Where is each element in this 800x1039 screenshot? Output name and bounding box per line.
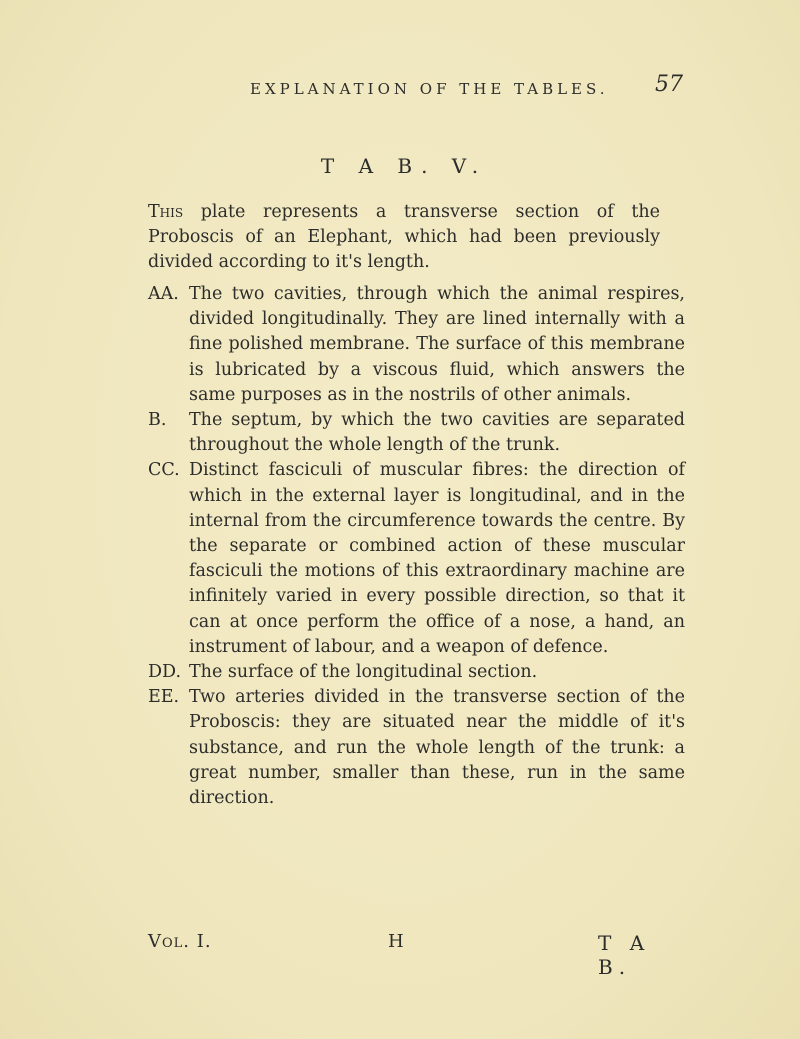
intro-paragraph [148, 200, 660, 275]
entry-text: Two arteries divided in the transverse section of the Proboscis: they are situated near the middle of it's substance, and run the whole length of the trunk: a great number, smaller than these, run in the same direction. [189, 687, 685, 809]
running-head: EXPLANATION OF THE TABLES. [250, 80, 609, 98]
intro-first-word: This [148, 201, 184, 222]
key-entry-b [148, 408, 685, 458]
page-number: 57 [655, 72, 683, 97]
key-entry-aa [148, 282, 685, 408]
entry-key: AA. [148, 284, 179, 304]
key-entry-ee [148, 685, 685, 811]
entry-key: DD. [148, 662, 182, 683]
catchword: T A B. [598, 931, 651, 979]
entry-text: The surface of the longitudinal section. [189, 662, 538, 683]
page-footer [148, 931, 668, 979]
intro-text: plate represents a transverse section of the Proboscis of an Elephant, which had been previously divided according to it's length. [148, 201, 660, 272]
plate-key-list [148, 282, 685, 811]
key-entry-dd [148, 660, 685, 685]
volume-label: Vol. I. [148, 931, 212, 952]
entry-key: EE. [148, 687, 180, 708]
entry-key: CC. [148, 460, 180, 481]
entry-text: The two cavities, through which the animal respires, divided longitudinally. They are lined internally with a fine polished membrane. The surface of this membrane is lubricated by a viscous fluid, which answers the same purposes as in the nostrils of other animals. [189, 284, 685, 405]
entry-text: The septum, by which the two cavities are separated throughout the whole length of the trunk. [189, 410, 685, 456]
entry-key: B. [148, 410, 167, 431]
entry-text: Distinct fasciculi of muscular fibres: the direction of which in the external layer is longitudinal, and in the internal from the circumference towards the centre. By the separate or combined action of these muscular fasciculi the motions of this extraordinary machine are infinitely varied in every possible direction, so that it can at once perform the office of a nose, a hand, an instrument of labour, and a weapon of defence. [189, 460, 685, 657]
key-entry-cc [148, 458, 685, 660]
signature-mark: H [388, 931, 404, 952]
plate-title: T A B. V. [320, 154, 488, 178]
